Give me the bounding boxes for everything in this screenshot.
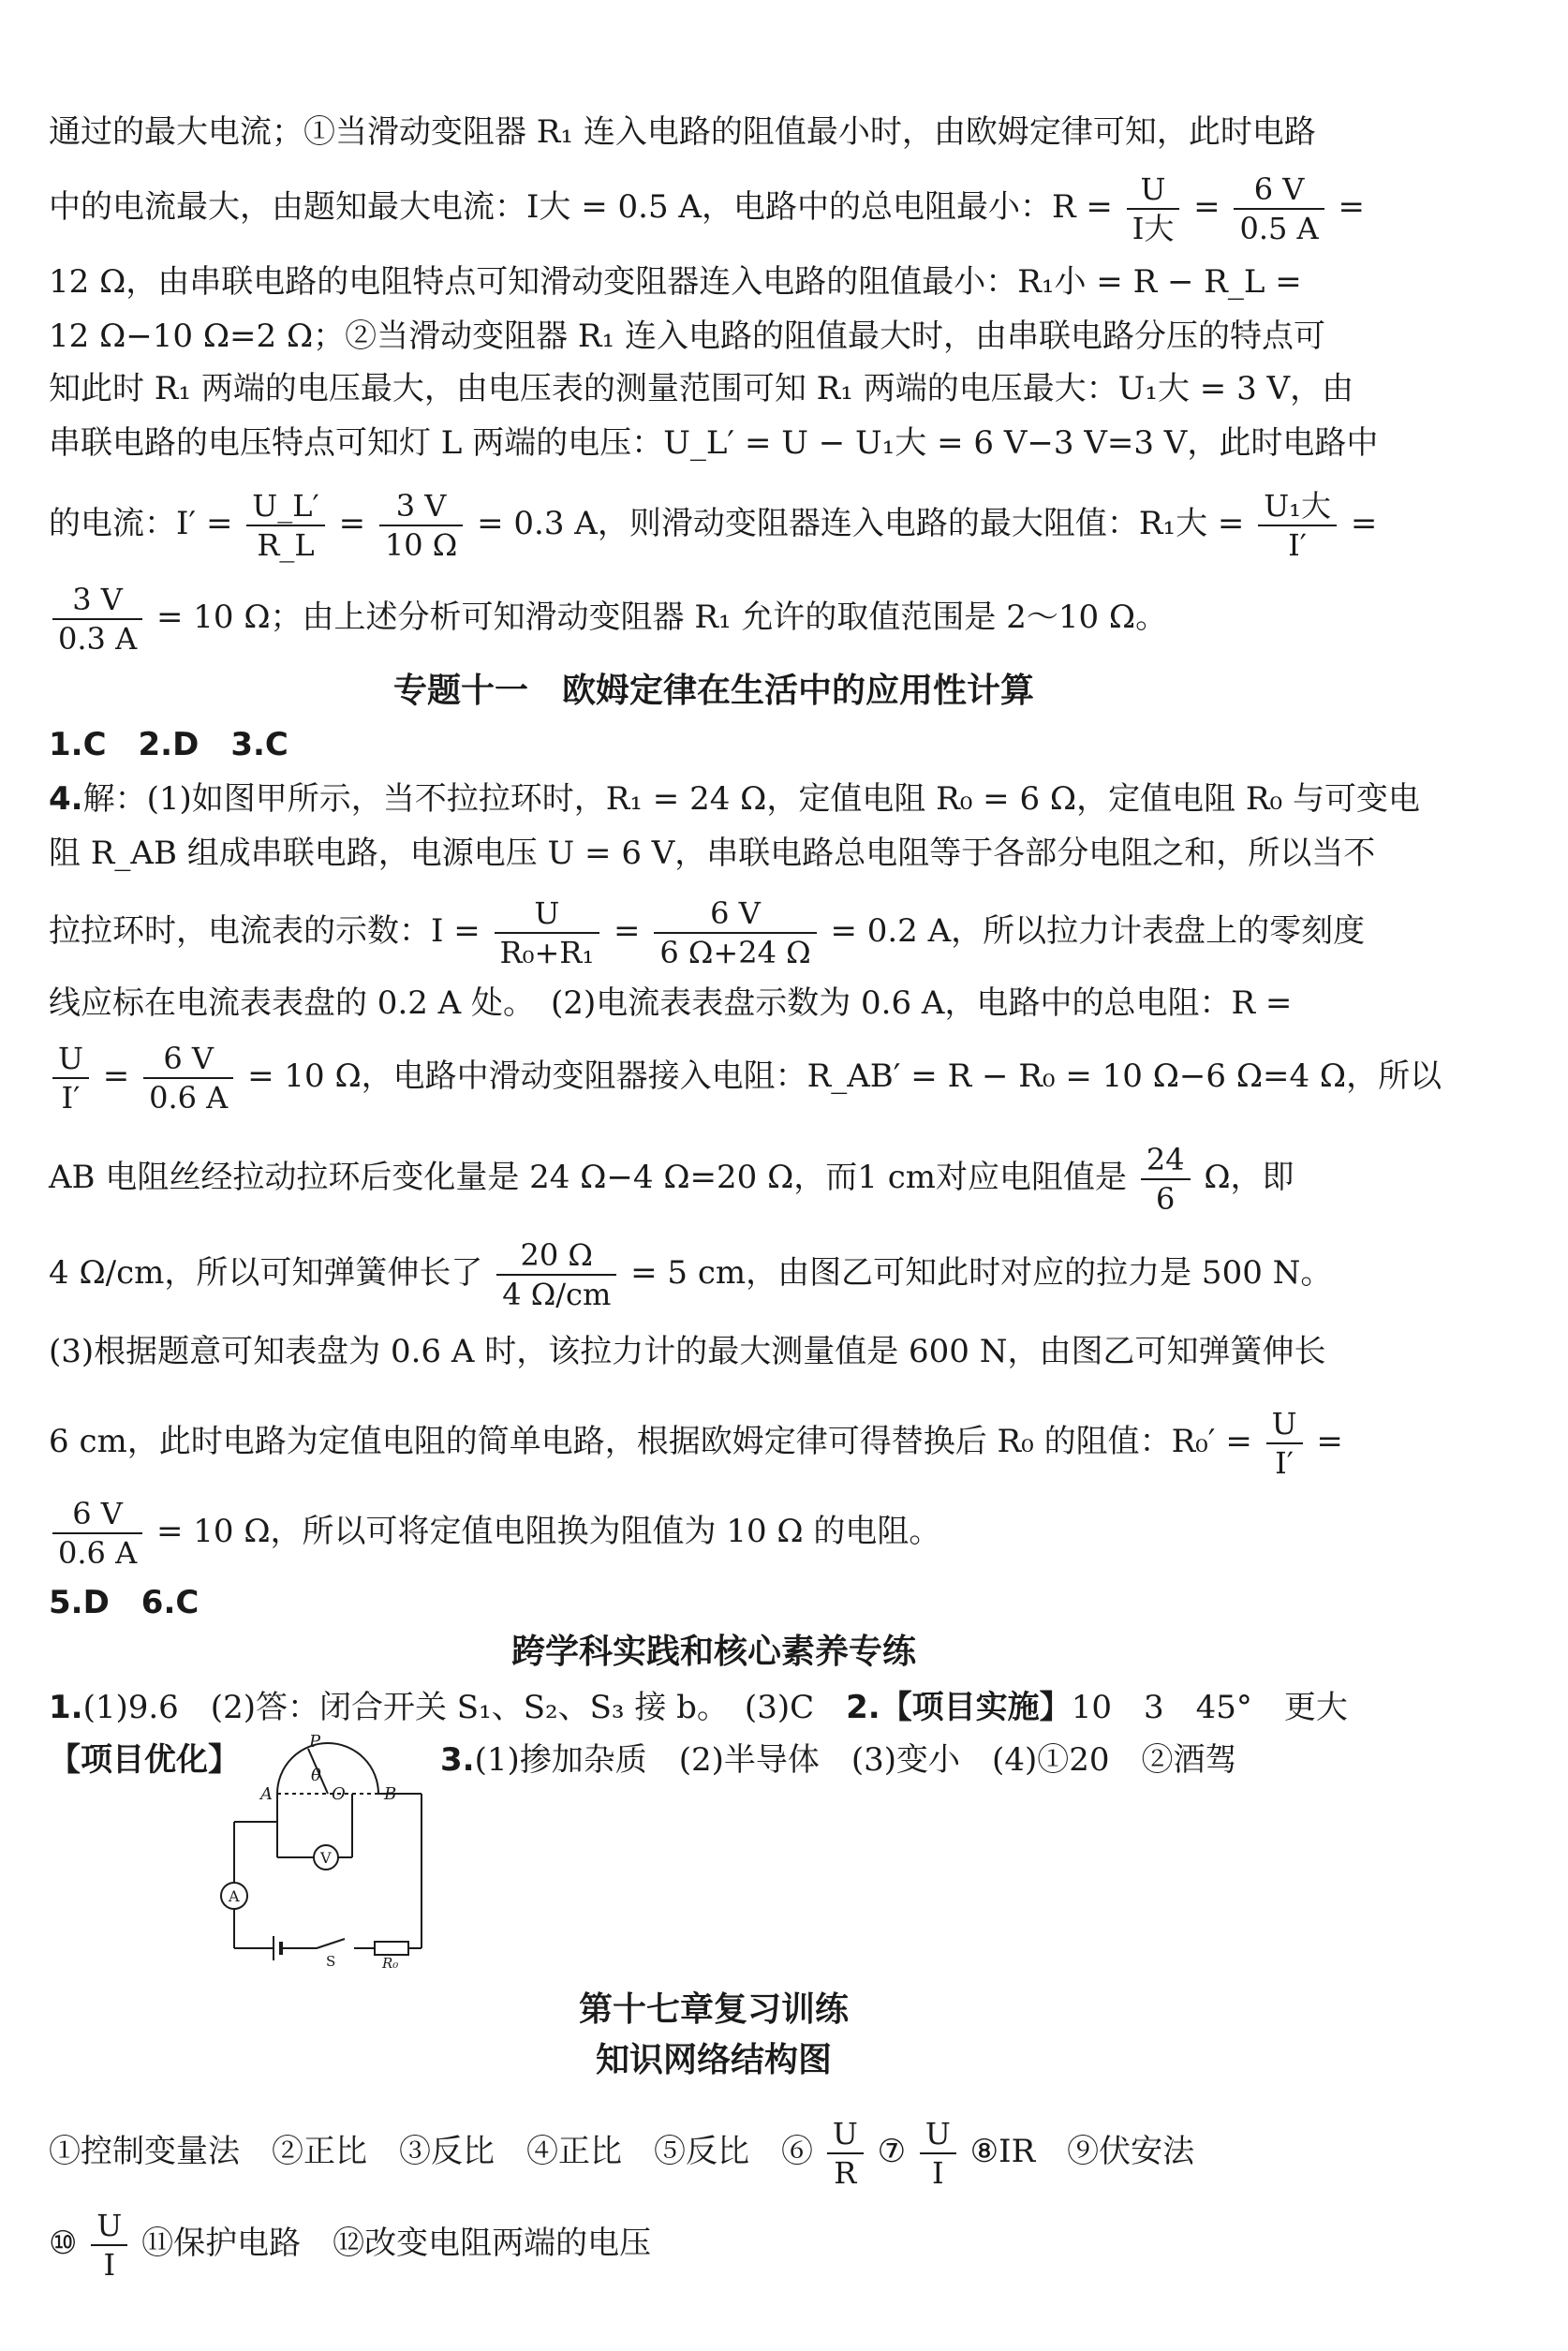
denominator: 10 Ω [384, 527, 458, 563]
denominator: R_L [257, 527, 315, 563]
fraction [52, 581, 142, 658]
switch-lever [317, 1939, 345, 1948]
fraction [52, 1495, 142, 1572]
text-segment: = 0.2 A，所以拉力计表盘上的零刻度 [830, 912, 1366, 950]
text-segment: ⑩ [49, 2225, 78, 2262]
text-segment: = 0.3 A，则滑动变阻器连入电路的最大阻值：R₁大 = [477, 505, 1245, 542]
text-line: 12 Ω，由串联电路的电阻特点可知滑动变阻器连入电路的阻值最小：R₁小 = R − R_L = [49, 263, 1302, 301]
text-segment: 中的电流最大，由题知最大电流：I大 = 0.5 A，电路中的总电阻最小：R = [49, 188, 1113, 226]
label: 【项目实施】 [880, 1689, 1072, 1726]
numerator: U [52, 1040, 89, 1079]
label-r0: R₀ [382, 1955, 399, 1972]
denominator: I [932, 2155, 944, 2191]
numerator: 3 V [379, 487, 463, 526]
numerator: U [827, 2115, 864, 2154]
fraction [52, 1040, 89, 1116]
denominator: I大 [1132, 211, 1175, 246]
text-line: 知此时 R₁ 两端的电压最大，由电压表的测量范围可知 R₁ 两端的电压最大：U₁大 = 3 V，由 [49, 370, 1354, 407]
numerator: 24 [1141, 1141, 1191, 1180]
denominator: I′ [1288, 527, 1308, 563]
text-line: 的电流：I′ = $\frac{U\_L'}{R\_L}$ = $\frac{3 V}{10 \Omega}$ = 0.3 A，则滑动变阻器连入电路的最大阻值：R₁大 = $\frac{\text{U₁大}}{I'}$ = [49, 488, 1378, 563]
fraction [246, 487, 324, 564]
label-a-point: A [260, 1784, 273, 1804]
denominator: 0.6 A [149, 1080, 229, 1116]
denominator: I′ [61, 1080, 81, 1116]
text-line [440, 1738, 1427, 1782]
arc-resistance-wire [277, 1743, 378, 1794]
fraction [1141, 1141, 1191, 1218]
text-line [49, 1495, 1427, 1572]
answer-line: 1.C 2.D 3.C [49, 726, 288, 763]
text-line: 串联电路的电压特点可知灯 L 两端的电压：U_L′ = U − U₁大 = 6 V−3 V=3 V，此时电路中 [49, 424, 1379, 462]
text-segment: 6 cm，此时电路为定值电阻的简单电路，根据欧姆定律可得替换后 R₀ 的阻值：R₀′ = [49, 1423, 1252, 1460]
fraction [496, 1236, 616, 1313]
resistor-r0 [375, 1942, 408, 1955]
text-line: 线应标在电流表表盘的 0.2 A 处。 (2)电流表表盘示数为 0.6 A，电路中的总电阻：R = [49, 984, 1293, 1022]
text-segment: (1)掺加杂质 (2)半导体 (3)变小 (4)①20 ②酒驾 [474, 1741, 1237, 1779]
text-segment: 4 Ω/cm，所以可知弹簧伸长了 [49, 1254, 483, 1292]
fraction [379, 487, 463, 564]
label-ammeter: A [229, 1887, 240, 1905]
denominator: 6 [1156, 1181, 1176, 1217]
label-b-point: B [384, 1784, 397, 1804]
text-line: 拉拉环时，电流表的示数：I = $\frac{U}{\text{R₀+R₁}}$ = $\frac{6 V}{6 \Omega+24 \Omega}$ = 0.2 A，所以拉力计表盘上的零刻度 [49, 895, 1366, 970]
numerator: U [1266, 1405, 1303, 1444]
text-line: 12 Ω−10 Ω=2 Ω；②当滑动变阻器 R₁ 连入电路的阻值最大时，由串联电路分压的特点可 [49, 318, 1325, 355]
text-line: (3)根据题意可知表盘为 0.6 A 时，该拉力计的最大测量值是 600 N，由图乙可知弹簧伸长 [49, 1333, 1326, 1370]
text-line: 阻 R_AB 组成串联电路，电源电压 U = 6 V，串联电路总电阻等于各部分电阻之和，所以当不 [49, 835, 1376, 872]
text-line [49, 777, 1427, 821]
numerator: U₁大 [1258, 487, 1337, 526]
chapter-subtitle: 知识网络结构图 [595, 2041, 832, 2079]
denominator: 4 Ω/cm [502, 1277, 612, 1312]
label-voltmeter: V [320, 1849, 332, 1867]
text-segment: = [1193, 188, 1220, 226]
denominator: I [103, 2247, 116, 2283]
answer-line: 5.D 6.C [49, 1584, 200, 1621]
text-line [49, 1686, 1427, 1729]
denominator: 0.5 A [1239, 211, 1319, 246]
fraction [1258, 487, 1337, 564]
text-segment: 解：(1)如图甲所示，当不拉拉环时，R₁ = 24 Ω，定值电阻 R₀ = 6 Ω，定值电阻 R₀ 与可变电 [82, 780, 1420, 818]
denominator: 6 Ω+24 Ω [659, 935, 811, 970]
fraction [1234, 170, 1324, 247]
fraction [495, 895, 600, 971]
text-line [49, 170, 1427, 247]
label-theta: θ [311, 1766, 321, 1785]
text-segment: 拉拉环时，电流表的示数：I = [49, 912, 481, 950]
fraction [654, 895, 816, 971]
denominator: I′ [1275, 1445, 1294, 1481]
text-line [49, 581, 1427, 658]
fraction [827, 2115, 864, 2192]
text-segment: Ω，即 [1204, 1159, 1294, 1196]
numerator: U [920, 2115, 956, 2154]
text-segment: AB 电阻丝经拉动拉环后变化量是 24 Ω−4 Ω=20 Ω，而1 cm对应电阻值是 [49, 1159, 1128, 1196]
text-segment: = 10 Ω，电路中滑动变阻器接入电阻：R_AB′ = R − R₀ = 10 Ω−6 Ω=4 Ω，所以 [247, 1057, 1442, 1095]
circuit-diagram [215, 1732, 440, 1972]
text-line [49, 1141, 1427, 1218]
text-segment: ①控制变量法 ②正比 ③反比 ④正比 ⑤反比 ⑥ [49, 2133, 813, 2170]
fraction [1127, 170, 1180, 247]
text-line: 通过的最大电流；①当滑动变阻器 R₁ 连入电路的阻值最小时，由欧姆定律可知，此时电路 [49, 113, 1316, 151]
fraction [143, 1040, 233, 1116]
text-line: 6 cm，此时电路为定值电阻的简单电路，根据欧姆定律可得替换后 R₀ 的阻值：R₀′ = $\frac{U}{I'}$ = [49, 1406, 1343, 1481]
numerator: U_L′ [246, 487, 324, 526]
numerator: 6 V [52, 1495, 142, 1534]
label-o: O [332, 1784, 346, 1804]
text-segment: = 5 cm，由图乙可知此时对应的拉力是 500 N。 [630, 1254, 1333, 1292]
section-title: 跨学科实践和核心素养专练 [510, 1633, 916, 1671]
text-segment: = 10 Ω；由上述分析可知滑动变阻器 R₁ 允许的取值范围是 2～10 Ω。 [155, 599, 1168, 636]
text-segment: 10 3 45° 更大 [1071, 1689, 1348, 1726]
question-number: 4. [49, 780, 83, 818]
text-line: $\frac{U}{I'}$ = $\frac{6 V}{0.6 A}$ = 10 Ω，电路中滑动变阻器接入电阻：R_AB′ = R − R₀ = 10 Ω−6 Ω=4 Ω，所以 [49, 1040, 1427, 1116]
denominator: 0.6 A [58, 1535, 138, 1571]
text-segment: ⑦ [877, 2133, 907, 2170]
numerator: 6 V [1234, 170, 1324, 210]
text-segment: (1)9.6 (2)答：闭合开关 S₁、S₂、S₃ 接 b。 (3)C [82, 1689, 847, 1726]
section-title: 专题十一 欧姆定律在生活中的应用性计算 [392, 672, 1034, 710]
text-line [49, 2115, 1427, 2192]
fraction [1266, 1405, 1303, 1482]
label: 【项目优化】 [49, 1741, 240, 1779]
text-segment: = 10 Ω，所以可将定值电阻换为阻值为 10 Ω 的电阻。 [155, 1513, 941, 1550]
question-number: 3. [440, 1741, 475, 1779]
label-switch: S [326, 1953, 336, 1970]
text-segment: ⑧IR ⑨伏安法 [969, 2133, 1195, 2170]
text-segment: 的电流：I′ = [49, 505, 233, 542]
question-number: 1. [49, 1689, 83, 1726]
numerator: 3 V [52, 581, 142, 620]
chapter-title: 第十七章复习训练 [578, 1990, 849, 2029]
numerator: U [495, 895, 600, 934]
fraction [920, 2115, 956, 2192]
denominator: 0.3 A [58, 621, 138, 657]
denominator: R₀+R₁ [499, 935, 595, 970]
question-number: 2. [846, 1689, 880, 1726]
numerator: 6 V [143, 1040, 233, 1079]
label-p: P [309, 1732, 321, 1752]
text-line [49, 1236, 1427, 1313]
denominator: R [834, 2155, 857, 2191]
text-segment: = [1338, 188, 1365, 226]
fraction [91, 2207, 127, 2284]
numerator: 20 Ω [496, 1236, 616, 1276]
text-line [49, 2207, 1427, 2284]
text-segment: ⑪保护电路 ⑫改变电阻两端的电压 [141, 2225, 652, 2262]
numerator: U [91, 2207, 127, 2246]
numerator: 6 V [654, 895, 816, 934]
numerator: U [1127, 170, 1180, 210]
